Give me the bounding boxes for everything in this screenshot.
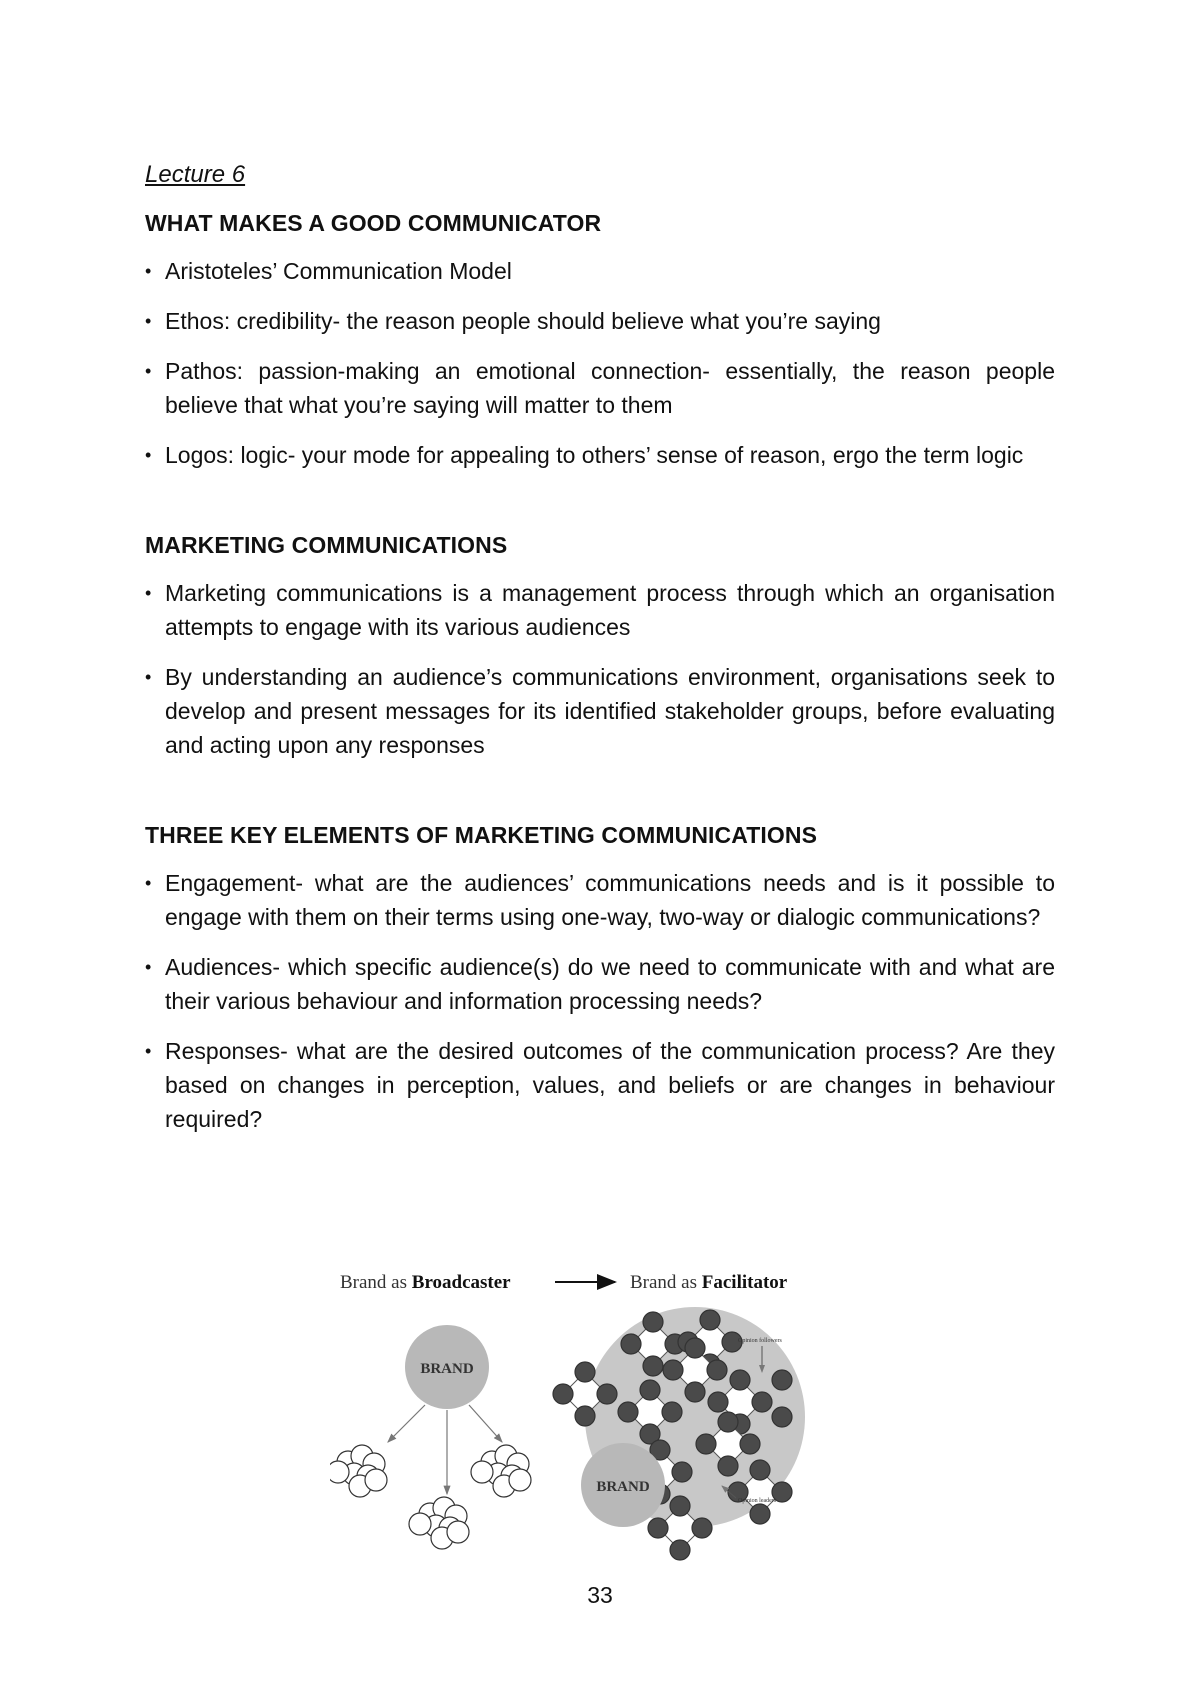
opinion-node — [692, 1518, 712, 1538]
opinion-node — [730, 1370, 750, 1390]
audience-node — [330, 1461, 349, 1483]
audience-node — [447, 1521, 469, 1543]
opinion-node — [752, 1392, 772, 1412]
list-item: • Responses- what are the desired outcomes of the communication process? Are they based on changes in perception, values, and beliefs or are changes in behaviour required? — [145, 1034, 1055, 1136]
section-heading: WHAT MAKES A GOOD COMMUNICATOR — [145, 210, 602, 236]
opinion-node — [670, 1496, 690, 1516]
section-three-key-elements — [145, 818, 1055, 1136]
opinion-node — [670, 1540, 690, 1560]
list-item: • By understanding an audience’s communications environment, organisations seek to develop and present messages for its identified stakeholder groups, before evaluating and acting upon any responses — [145, 660, 1055, 762]
opinion-node — [575, 1362, 595, 1382]
opinion-node — [750, 1504, 770, 1524]
list-item: • Engagement- what are the audiences’ communications needs and is it possible to engage with them on their terms using one-way, two-way or dialogic communications? — [145, 866, 1055, 934]
broadcaster-group — [330, 1325, 531, 1549]
opinion-node — [718, 1456, 738, 1476]
audience-node — [471, 1461, 493, 1483]
list-item: • Audiences- which specific audience(s) do we need to communicate with and what are their various behaviour and information processing needs? — [145, 950, 1055, 1018]
broadcaster-title: Brand as Broadcaster — [340, 1272, 511, 1293]
opinion-node — [707, 1360, 727, 1380]
arrow-to-audience-right — [469, 1405, 502, 1442]
facilitator-group — [553, 1307, 805, 1560]
audience-node — [365, 1469, 387, 1491]
opinion-node — [718, 1412, 738, 1432]
arrow-to-audience-left — [388, 1405, 425, 1442]
opinion-node — [685, 1382, 705, 1402]
opinion-node — [663, 1360, 683, 1380]
list-item: • Marketing communications is a management process through which an organisation attempts to engage with its various audiences — [145, 576, 1055, 644]
section-heading: MARKETING COMMUNICATIONS — [145, 532, 508, 558]
opinion-node — [662, 1402, 682, 1422]
page-number: 33 — [587, 1582, 613, 1608]
opinion-node — [643, 1312, 663, 1332]
facilitator-title: Brand as Facilitator — [630, 1272, 788, 1293]
bullet-list — [145, 866, 1055, 1136]
opinion-followers-label: Opinion followers — [738, 1338, 782, 1344]
opinion-node — [696, 1434, 716, 1454]
opinion-node — [740, 1434, 760, 1454]
broadcaster-facilitator-diagram — [330, 1262, 870, 1562]
audience-node — [409, 1513, 431, 1535]
opinion-node — [643, 1356, 663, 1376]
opinion-node — [640, 1380, 660, 1400]
opinion-node — [772, 1370, 792, 1390]
opinion-node — [750, 1460, 770, 1480]
bullet-list — [145, 576, 1055, 762]
opinion-node — [672, 1462, 692, 1482]
opinion-node — [685, 1338, 705, 1358]
list-item: • Aristoteles’ Communication Model — [145, 254, 1055, 288]
opinion-node — [772, 1407, 792, 1427]
opinion-node — [597, 1384, 617, 1404]
section-good-communicator — [145, 206, 1055, 472]
list-item: • Logos: logic- your mode for appealing to others’ sense of reason, ergo the term logic — [145, 438, 1055, 472]
opinion-leaders-label: Opinion leaders — [738, 1498, 777, 1504]
opinion-node — [648, 1518, 668, 1538]
brand-label-right: BRAND — [596, 1479, 650, 1495]
opinion-node — [621, 1334, 641, 1354]
opinion-node — [700, 1310, 720, 1330]
opinion-node — [553, 1384, 573, 1404]
page-content — [145, 158, 1055, 1152]
opinion-node — [708, 1392, 728, 1412]
lecture-title: Lecture 6 — [145, 161, 246, 188]
section-heading: THREE KEY ELEMENTS OF MARKETING COMMUNICATIONS — [145, 822, 818, 848]
list-item: • Ethos: credibility- the reason people should believe what you’re saying — [145, 304, 1055, 338]
section-marketing-communications — [145, 528, 1055, 762]
bullet-list — [145, 254, 1055, 472]
audience-node — [509, 1469, 531, 1491]
list-item: • Pathos: passion-making an emotional connection- essentially, the reason people believe that what you’re saying will matter to them — [145, 354, 1055, 422]
opinion-node — [575, 1406, 595, 1426]
opinion-node — [618, 1402, 638, 1422]
audience-clusters — [330, 1445, 531, 1549]
brand-label-left: BRAND — [420, 1361, 474, 1377]
